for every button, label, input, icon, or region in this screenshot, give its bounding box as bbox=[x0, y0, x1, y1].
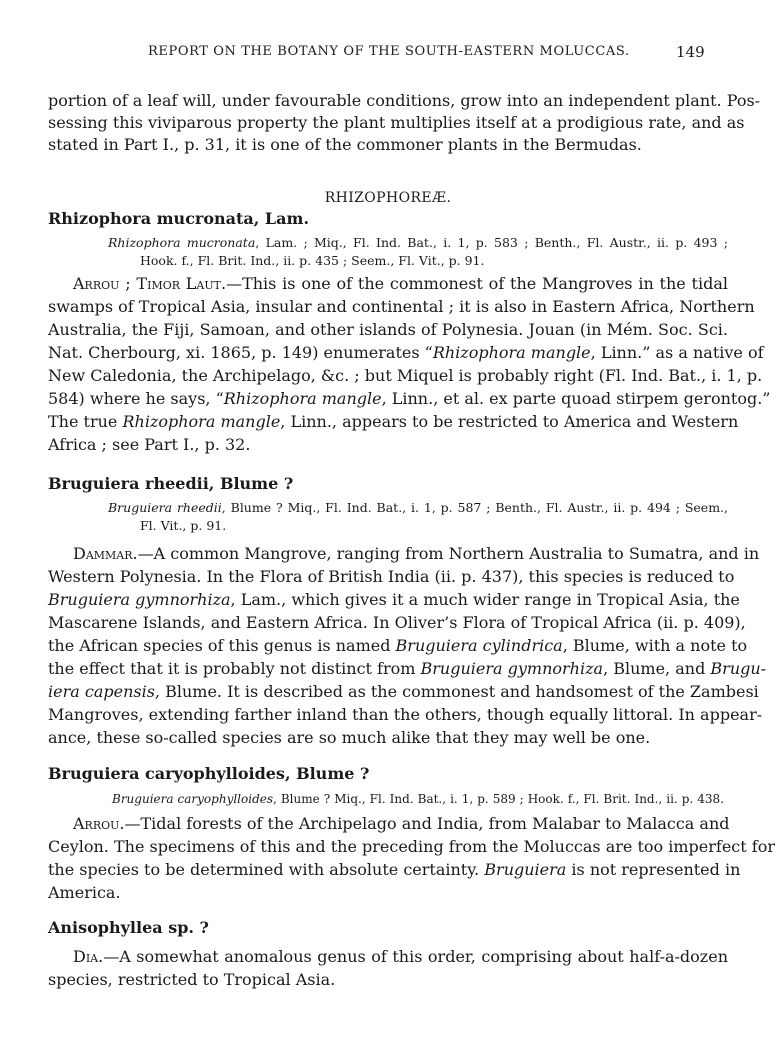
text-run: .—A somewhat anomalous genus of this order, comprising about half-a-dozen bbox=[98, 947, 728, 966]
locality: Dia bbox=[73, 947, 99, 966]
intro-line: sessing this viviparous property the plant multiplies itself at a prodigious rate, and as bbox=[48, 113, 745, 132]
text-run: .—A common Mangrove, ranging from Northern Australia to Sumatra, and in bbox=[132, 544, 760, 563]
taxon-name: Rhizophora mangle bbox=[432, 343, 591, 362]
page-header bbox=[0, 44, 776, 66]
body-line bbox=[48, 589, 740, 611]
body-line bbox=[48, 411, 739, 433]
citation-text: , Blume ? Miq., Fl. Ind. Bat., i. 1, p. 589 ; Hook. f., Fl. Brit. Ind., ii. p. 438. bbox=[273, 792, 724, 806]
species-heading: Bruguiera caryophylloides, Blume ? bbox=[48, 764, 370, 783]
body-line: ance, these so-called species are so much alike that they may well be one. bbox=[48, 728, 651, 747]
body-line bbox=[73, 273, 728, 295]
species-heading: Anisophyllea sp. ? bbox=[48, 918, 209, 937]
body-line bbox=[73, 543, 760, 565]
body-line bbox=[73, 813, 728, 835]
text-run: Nat. Cherbourg, xi. 1865, p. 149) enumerates “ bbox=[48, 343, 433, 362]
citation-taxon: Rhizophora mucronata bbox=[108, 235, 256, 250]
citation-taxon: Bruguiera rheedii bbox=[108, 500, 222, 515]
text-run: ; bbox=[119, 274, 137, 293]
body-line: Africa ; see Part I., p. 32. bbox=[48, 435, 251, 454]
body-line bbox=[48, 342, 764, 364]
body-line bbox=[48, 681, 759, 703]
text-run: , Linn.” as a native of bbox=[590, 343, 764, 362]
locality: Arrou bbox=[73, 814, 120, 833]
body-line: Mascarene Islands, and Eastern Africa. In Oliver’s Flora of Tropical Africa (ii. p. 409), bbox=[48, 613, 746, 632]
text-run: .—Tidal forests of the Archipelago and India, from Malabar to Malacca and bbox=[119, 814, 730, 833]
text-run: 584) where he says, “ bbox=[48, 389, 224, 408]
citation-line bbox=[112, 790, 724, 808]
body-line bbox=[48, 859, 741, 881]
text-run: the effect that it is probably not distinct from bbox=[48, 659, 421, 678]
text-run: , Linn., appears to be restricted to America and Western bbox=[280, 412, 739, 431]
body-line: Western Polynesia. In the Flora of British India (ii. p. 437), this species is reduced to bbox=[48, 567, 735, 586]
intro-line: portion of a leaf will, under favourable conditions, grow into an independent plant. Pos- bbox=[48, 91, 761, 110]
text-run: , Blume, and bbox=[603, 659, 711, 678]
body-line: swamps of Tropical Asia, insular and continental ; it is also in Eastern Africa, Northern bbox=[48, 297, 755, 316]
intro-line: stated in Part I., p. 31, it is one of the commoner plants in the Bermudas. bbox=[48, 135, 642, 154]
taxon-name: Brugu- bbox=[710, 659, 767, 678]
page-number: 149 bbox=[676, 43, 705, 61]
locality: Timor Laut bbox=[136, 274, 221, 293]
running-title: REPORT ON THE BOTANY OF THE SOUTH-EASTERN MOLUCCAS. bbox=[148, 44, 630, 59]
text-run: , Lam., which gives it a much wider range in Tropical Asia, the bbox=[230, 590, 740, 609]
body-line: Ceylon. The specimens of this and the preceding from the Moluccas are too imperfect for bbox=[48, 837, 775, 856]
text-run: , Blume. It is described as the commonest and handsomest of the Zambesi bbox=[154, 682, 759, 701]
taxon-name: Bruguiera gymnorhiza bbox=[48, 590, 231, 609]
taxon-name: Rhizophora mangle bbox=[122, 412, 281, 431]
citation-text: , Lam. ; Miq., Fl. Ind. Bat., i. 1, p. 583 ; Benth., Fl. Austr., ii. p. 493 ; bbox=[255, 235, 728, 250]
text-run: , Linn., et al. ex parte quoad stirpem gerontog.” bbox=[381, 389, 771, 408]
citation-line bbox=[108, 499, 728, 517]
citation-line: Fl. Vit., p. 91. bbox=[140, 518, 227, 533]
text-run: .—This is one of the commonest of the Mangroves in the tidal bbox=[220, 274, 728, 293]
text-run: the species to be determined with absolute certainty. bbox=[48, 860, 485, 879]
taxon-name: Bruguiera bbox=[484, 860, 567, 879]
text-run: the African species of this genus is named bbox=[48, 636, 396, 655]
text-run: The true bbox=[48, 412, 123, 431]
citation-line bbox=[108, 234, 728, 252]
body-line: Australia, the Fiji, Samoan, and other islands of Polynesia. Jouan (in Mém. Soc. Sci. bbox=[48, 320, 728, 339]
body-line bbox=[48, 635, 748, 657]
body-line: Mangroves, extending farther inland than the others, though equally littoral. In appear- bbox=[48, 705, 763, 724]
section-heading: RHIZOPHOREÆ. bbox=[324, 190, 452, 206]
body-line: America. bbox=[48, 883, 121, 902]
species-heading: Bruguiera rheedii, Blume ? bbox=[48, 474, 294, 493]
taxon-name: Bruguiera cylindrica bbox=[395, 636, 563, 655]
taxon-name: iera capensis bbox=[48, 682, 155, 701]
locality: Dammar bbox=[73, 544, 133, 563]
text-run: , Blume, with a note to bbox=[562, 636, 748, 655]
body-line bbox=[48, 388, 771, 410]
citation-taxon: Bruguiera caryophylloides bbox=[112, 792, 274, 806]
text-run: is not represented in bbox=[566, 860, 741, 879]
locality: Arrou bbox=[73, 274, 120, 293]
citation-text: , Blume ? Miq., Fl. Ind. Bat., i. 1, p. 587 ; Benth., Fl. Austr., ii. p. 494 ; Seem., bbox=[221, 500, 728, 515]
species-heading: Rhizophora mucronata, Lam. bbox=[48, 209, 310, 228]
body-line: New Caledonia, the Archipelago, &c. ; but Miquel is probably right (Fl. Ind. Bat., i. 1, p. bbox=[48, 366, 763, 385]
body-line bbox=[48, 658, 767, 680]
taxon-name: Bruguiera gymnorhiza bbox=[420, 659, 604, 678]
body-line: species, restricted to Tropical Asia. bbox=[48, 970, 336, 989]
taxon-name: Rhizophora mangle bbox=[223, 389, 382, 408]
citation-line: Hook. f., Fl. Brit. Ind., ii. p. 435 ; Seem., Fl. Vit., p. 91. bbox=[140, 253, 485, 268]
body-line bbox=[73, 946, 728, 968]
